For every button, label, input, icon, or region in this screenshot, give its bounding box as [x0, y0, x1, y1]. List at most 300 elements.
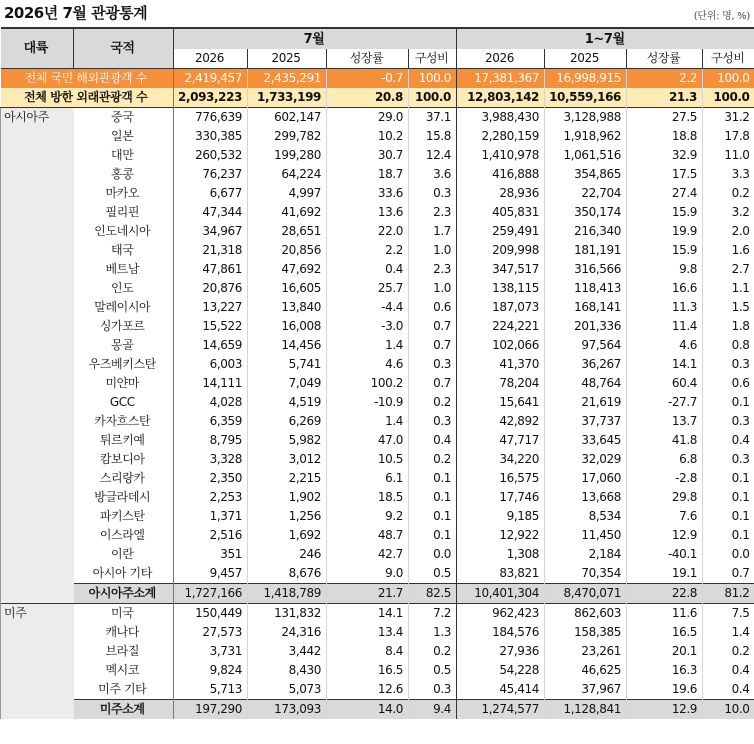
cell-c25: 21,619: [545, 393, 627, 412]
total-label: 전체 방한 외래관광객 수: [1, 88, 174, 108]
cell-c26: 347,517: [457, 260, 545, 279]
cell-m26: 14,111: [174, 374, 248, 393]
cell-cg: 17.5: [627, 165, 703, 184]
cell-mg: 10.5: [327, 450, 409, 469]
cell-m26: 4,028: [174, 393, 248, 412]
cell-ms: 0.4: [409, 431, 457, 450]
country-name: 필리핀: [105, 205, 140, 219]
cell-cg: 18.8: [627, 127, 703, 146]
cell-mg: -10.9: [327, 393, 409, 412]
cell-cs: 1.6: [703, 241, 754, 260]
cell-m26: 15,522: [174, 317, 248, 336]
cell-m26: 34,967: [174, 222, 248, 241]
cell-mg: 9.0: [327, 564, 409, 584]
header-cum-2026: 2026: [457, 49, 545, 69]
cell-c25: 32,029: [545, 450, 627, 469]
cell-m26: 776,639: [174, 108, 248, 128]
cell-cg: 6.8: [627, 450, 703, 469]
cell-cg: 12.9: [627, 700, 703, 720]
stats-body: [1, 69, 754, 720]
cell-m26: 6,359: [174, 412, 248, 431]
cell-m26: 3,328: [174, 450, 248, 469]
cell-cs: 0.3: [703, 450, 754, 469]
table-row: [1, 526, 754, 545]
cell-ms: 100.0: [409, 88, 457, 108]
cell-m26: 330,385: [174, 127, 248, 146]
country-name: 미주 기타: [98, 682, 147, 696]
cell-mg: 1.4: [327, 412, 409, 431]
cell-m26: 1,727,166: [174, 584, 248, 604]
cell-c25: 316,566: [545, 260, 627, 279]
table-row: [1, 374, 754, 393]
country-name: 방글라데시: [94, 490, 151, 504]
cell-c26: 138,115: [457, 279, 545, 298]
cell-ms: 0.6: [409, 298, 457, 317]
cell-m25: 4,519: [248, 393, 327, 412]
cell-m25: 14,456: [248, 336, 327, 355]
header-month-2026: 2026: [174, 49, 248, 69]
cell-cg: -27.7: [627, 393, 703, 412]
cell-cg: 19.1: [627, 564, 703, 584]
country-name: 캄보디아: [99, 452, 145, 466]
cell-mg: 9.2: [327, 507, 409, 526]
cell-m26: 6,677: [174, 184, 248, 203]
cell-cg: 19.9: [627, 222, 703, 241]
table-row: [1, 564, 754, 584]
cell-cs: 0.3: [703, 412, 754, 431]
country-name: 몽골: [111, 338, 134, 352]
cell-c25: 17,060: [545, 469, 627, 488]
cell-c26: 42,892: [457, 412, 545, 431]
country-name: GCC: [109, 395, 135, 409]
cell-c26: 1,410,978: [457, 146, 545, 165]
cell-cs: 2.0: [703, 222, 754, 241]
region-america: 미주: [1, 604, 74, 720]
cell-m26: 13,227: [174, 298, 248, 317]
cell-c26: 17,381,367: [457, 69, 545, 89]
country-name: 멕시코: [105, 663, 140, 677]
cell-cs: 17.8: [703, 127, 754, 146]
cell-ms: 82.5: [409, 584, 457, 604]
cell-cs: 11.0: [703, 146, 754, 165]
cell-c25: 70,354: [545, 564, 627, 584]
cell-cg: 41.8: [627, 431, 703, 450]
header-month: 7월: [174, 28, 457, 49]
total-row-inbound: [1, 88, 754, 108]
cell-ms: 0.2: [409, 450, 457, 469]
header-month-growth: 성장률: [327, 49, 409, 69]
cell-m25: 47,692: [248, 260, 327, 279]
cell-m25: 16,008: [248, 317, 327, 336]
cell-mg: 8.4: [327, 642, 409, 661]
cell-cs: 0.4: [703, 661, 754, 680]
table-row: [1, 203, 754, 222]
cell-m25: 2,435,291: [248, 69, 327, 89]
cell-c26: 1,308: [457, 545, 545, 564]
table-row: [1, 412, 754, 431]
cell-m25: 13,840: [248, 298, 327, 317]
cell-cs: 0.1: [703, 488, 754, 507]
region-asia: 아시아주: [1, 108, 74, 604]
cell-mg: -3.0: [327, 317, 409, 336]
cell-m26: 47,861: [174, 260, 248, 279]
header-month-share: 구성비: [409, 49, 457, 69]
cell-c25: 8,534: [545, 507, 627, 526]
cell-m25: 199,280: [248, 146, 327, 165]
cell-cg: 22.8: [627, 584, 703, 604]
country-name: 우즈베키스탄: [88, 357, 156, 371]
cell-m26: 6,003: [174, 355, 248, 374]
cell-ms: 0.7: [409, 317, 457, 336]
table-row: [1, 545, 754, 564]
table-row: [1, 623, 754, 642]
country-name: 브라질: [105, 644, 140, 658]
cell-cg: 15.9: [627, 241, 703, 260]
cell-m25: 41,692: [248, 203, 327, 222]
cell-c25: 862,603: [545, 604, 627, 624]
country-name: 아시아 기타: [92, 566, 152, 580]
cell-c25: 33,645: [545, 431, 627, 450]
cell-c25: 16,998,915: [545, 69, 627, 89]
cell-cs: 81.2: [703, 584, 754, 604]
country-name: 카자흐스탄: [94, 414, 151, 428]
cell-m26: 2,350: [174, 469, 248, 488]
cell-m25: 2,215: [248, 469, 327, 488]
cell-c25: 354,865: [545, 165, 627, 184]
table-row: [1, 165, 754, 184]
cell-ms: 2.3: [409, 260, 457, 279]
cell-c26: 17,746: [457, 488, 545, 507]
cell-m26: 150,449: [174, 604, 248, 624]
cell-m25: 6,269: [248, 412, 327, 431]
cell-ms: 0.7: [409, 374, 457, 393]
cell-cg: 20.1: [627, 642, 703, 661]
cell-m26: 9,457: [174, 564, 248, 584]
cell-m26: 8,795: [174, 431, 248, 450]
cell-m26: 1,371: [174, 507, 248, 526]
cell-ms: 1.7: [409, 222, 457, 241]
table-row: [1, 127, 754, 146]
cell-m26: 76,237: [174, 165, 248, 184]
cell-ms: 12.4: [409, 146, 457, 165]
cell-c26: 3,988,430: [457, 108, 545, 128]
country-name: 싱가포르: [99, 319, 145, 333]
cell-c25: 36,267: [545, 355, 627, 374]
cell-c26: 78,204: [457, 374, 545, 393]
cell-cg: 9.8: [627, 260, 703, 279]
cell-cs: 2.7: [703, 260, 754, 279]
cell-cs: 0.4: [703, 680, 754, 700]
cell-m26: 47,344: [174, 203, 248, 222]
cell-c25: 350,174: [545, 203, 627, 222]
cell-m25: 7,049: [248, 374, 327, 393]
cell-cs: 100.0: [703, 88, 754, 108]
cell-mg: 13.6: [327, 203, 409, 222]
cell-c25: 201,336: [545, 317, 627, 336]
cell-cg: 11.4: [627, 317, 703, 336]
country-name: 이스라엘: [99, 528, 145, 542]
cell-m25: 1,418,789: [248, 584, 327, 604]
cell-c26: 15,641: [457, 393, 545, 412]
cell-mg: 21.7: [327, 584, 409, 604]
header-cumulative: 1~7월: [457, 28, 754, 49]
table-row: [1, 642, 754, 661]
cell-cs: 10.0: [703, 700, 754, 720]
cell-c26: 962,423: [457, 604, 545, 624]
cell-c25: 8,470,071: [545, 584, 627, 604]
table-row: [1, 680, 754, 700]
cell-mg: 18.7: [327, 165, 409, 184]
cell-m26: 21,318: [174, 241, 248, 260]
cell-cg: 27.4: [627, 184, 703, 203]
cell-c25: 118,413: [545, 279, 627, 298]
table-row: [1, 488, 754, 507]
cell-ms: 7.2: [409, 604, 457, 624]
cell-ms: 1.0: [409, 279, 457, 298]
cell-c25: 37,967: [545, 680, 627, 700]
cell-m26: 2,516: [174, 526, 248, 545]
cell-mg: 29.0: [327, 108, 409, 128]
subtotal-label: 미주소계: [74, 700, 174, 720]
cell-cg: 21.3: [627, 88, 703, 108]
cell-c25: 1,918,962: [545, 127, 627, 146]
cell-ms: 0.2: [409, 393, 457, 412]
cell-m25: 602,147: [248, 108, 327, 128]
cell-m25: 3,012: [248, 450, 327, 469]
country-name: 튀르키예: [99, 433, 145, 447]
cell-c26: 12,922: [457, 526, 545, 545]
cell-c26: 405,831: [457, 203, 545, 222]
country-name: 마카오: [105, 186, 140, 200]
cell-c26: 41,370: [457, 355, 545, 374]
cell-c26: 34,220: [457, 450, 545, 469]
cell-cs: 100.0: [703, 69, 754, 89]
cell-mg: 2.2: [327, 241, 409, 260]
cell-mg: 10.2: [327, 127, 409, 146]
cell-c26: 27,936: [457, 642, 545, 661]
cell-cs: 0.7: [703, 564, 754, 584]
cell-mg: 4.6: [327, 355, 409, 374]
cell-ms: 0.7: [409, 336, 457, 355]
table-row: [1, 222, 754, 241]
table-row: [1, 393, 754, 412]
country-name: 캐나다: [105, 625, 140, 639]
cell-ms: 0.3: [409, 355, 457, 374]
cell-cg: 13.7: [627, 412, 703, 431]
cell-c25: 13,668: [545, 488, 627, 507]
cell-c25: 1,061,516: [545, 146, 627, 165]
cell-c26: 45,414: [457, 680, 545, 700]
cell-mg: 12.6: [327, 680, 409, 700]
cell-m25: 246: [248, 545, 327, 564]
cell-c26: 187,073: [457, 298, 545, 317]
cell-ms: 1.0: [409, 241, 457, 260]
cell-c25: 216,340: [545, 222, 627, 241]
cell-ms: 37.1: [409, 108, 457, 128]
country-name: 중국: [74, 108, 174, 128]
cell-cs: 0.1: [703, 393, 754, 412]
cell-cs: 1.4: [703, 623, 754, 642]
cell-ms: 0.1: [409, 488, 457, 507]
cell-mg: 30.7: [327, 146, 409, 165]
cell-c26: 16,575: [457, 469, 545, 488]
cell-m25: 1,902: [248, 488, 327, 507]
cell-cs: 0.6: [703, 374, 754, 393]
table-row: [1, 507, 754, 526]
country-name: 미얀마: [105, 376, 140, 390]
cell-m26: 351: [174, 545, 248, 564]
cell-m25: 64,224: [248, 165, 327, 184]
total-row-outbound: [1, 69, 754, 89]
subtotal-label: 아시아주소계: [74, 584, 174, 604]
cell-cs: 1.5: [703, 298, 754, 317]
cell-cg: 27.5: [627, 108, 703, 128]
cell-c25: 168,141: [545, 298, 627, 317]
table-row: [1, 355, 754, 374]
cell-c25: 181,191: [545, 241, 627, 260]
cell-ms: 3.6: [409, 165, 457, 184]
cell-cg: 7.6: [627, 507, 703, 526]
country-name: 태국: [111, 243, 134, 257]
subtotal-row-america: [1, 700, 754, 720]
table-row: [1, 298, 754, 317]
cell-mg: 0.4: [327, 260, 409, 279]
cell-c26: 9,185: [457, 507, 545, 526]
cell-m25: 8,676: [248, 564, 327, 584]
header-region: 대륙: [1, 28, 74, 69]
subtotal-row-asia: [1, 584, 754, 604]
cell-m26: 20,876: [174, 279, 248, 298]
country-name: 일본: [111, 129, 134, 143]
cell-c26: 1,274,577: [457, 700, 545, 720]
cell-mg: 42.7: [327, 545, 409, 564]
cell-mg: 18.5: [327, 488, 409, 507]
cell-cs: 0.2: [703, 642, 754, 661]
page-title: 2026년 7월 관광통계: [4, 4, 148, 22]
cell-c26: 83,821: [457, 564, 545, 584]
cell-m25: 16,605: [248, 279, 327, 298]
header-cum-share: 구성비: [703, 49, 754, 69]
cell-m25: 5,982: [248, 431, 327, 450]
cell-cg: 60.4: [627, 374, 703, 393]
stats-table: [0, 27, 754, 719]
cell-cg: 19.6: [627, 680, 703, 700]
cell-cs: 31.2: [703, 108, 754, 128]
cell-c25: 158,385: [545, 623, 627, 642]
cell-c26: 28,936: [457, 184, 545, 203]
country-name: 대만: [111, 148, 134, 162]
cell-cs: 0.4: [703, 431, 754, 450]
cell-cg: 2.2: [627, 69, 703, 89]
cell-cg: 11.6: [627, 604, 703, 624]
table-row: [1, 336, 754, 355]
country-name: 파키스탄: [99, 509, 145, 523]
cell-ms: 0.2: [409, 642, 457, 661]
cell-cg: 16.5: [627, 623, 703, 642]
table-row: [1, 260, 754, 279]
cell-cs: 0.0: [703, 545, 754, 564]
cell-m25: 24,316: [248, 623, 327, 642]
cell-c26: 184,576: [457, 623, 545, 642]
cell-m25: 20,856: [248, 241, 327, 260]
cell-mg: 1.4: [327, 336, 409, 355]
cell-c25: 46,625: [545, 661, 627, 680]
cell-ms: 0.0: [409, 545, 457, 564]
cell-m25: 28,651: [248, 222, 327, 241]
cell-c25: 3,128,988: [545, 108, 627, 128]
cell-cs: 0.3: [703, 355, 754, 374]
cell-m25: 3,442: [248, 642, 327, 661]
cell-mg: 14.0: [327, 700, 409, 720]
cell-m26: 2,253: [174, 488, 248, 507]
cell-c26: 209,998: [457, 241, 545, 260]
cell-ms: 15.8: [409, 127, 457, 146]
cell-ms: 0.5: [409, 564, 457, 584]
cell-c26: 2,280,159: [457, 127, 545, 146]
cell-c25: 23,261: [545, 642, 627, 661]
cell-m25: 1,733,199: [248, 88, 327, 108]
cell-mg: 13.4: [327, 623, 409, 642]
cell-ms: 0.3: [409, 184, 457, 203]
table-row: [1, 184, 754, 203]
cell-mg: 100.2: [327, 374, 409, 393]
cell-mg: 47.0: [327, 431, 409, 450]
cell-mg: 33.6: [327, 184, 409, 203]
cell-m25: 5,741: [248, 355, 327, 374]
cell-ms: 1.3: [409, 623, 457, 642]
country-name: 말레이시아: [94, 300, 151, 314]
cell-mg: 25.7: [327, 279, 409, 298]
cell-c25: 22,704: [545, 184, 627, 203]
cell-cg: 4.6: [627, 336, 703, 355]
cell-ms: 0.3: [409, 412, 457, 431]
table-row: [1, 146, 754, 165]
cell-c26: 259,491: [457, 222, 545, 241]
cell-m25: 299,782: [248, 127, 327, 146]
cell-ms: 0.1: [409, 526, 457, 545]
country-name: 인도: [111, 281, 134, 295]
cell-m26: 27,573: [174, 623, 248, 642]
cell-ms: 2.3: [409, 203, 457, 222]
cell-c25: 11,450: [545, 526, 627, 545]
cell-cg: 29.8: [627, 488, 703, 507]
unit-note: (단위: 명, %): [693, 11, 750, 22]
cell-c26: 54,228: [457, 661, 545, 680]
country-name: 이란: [111, 547, 134, 561]
cell-m26: 197,290: [174, 700, 248, 720]
cell-c25: 97,564: [545, 336, 627, 355]
cell-cg: 14.1: [627, 355, 703, 374]
table-row: [1, 431, 754, 450]
country-name: 스리랑카: [99, 471, 145, 485]
table-row: [1, 661, 754, 680]
cell-c26: 47,717: [457, 431, 545, 450]
cell-mg: 16.5: [327, 661, 409, 680]
table-row: [1, 317, 754, 336]
cell-cg: -2.8: [627, 469, 703, 488]
cell-cg: -40.1: [627, 545, 703, 564]
cell-cs: 0.8: [703, 336, 754, 355]
cell-m26: 14,659: [174, 336, 248, 355]
cell-c26: 10,401,304: [457, 584, 545, 604]
table-row: [1, 469, 754, 488]
cell-cg: 12.9: [627, 526, 703, 545]
table-row: [1, 241, 754, 260]
cell-m26: 5,713: [174, 680, 248, 700]
cell-c26: 224,221: [457, 317, 545, 336]
cell-m25: 173,093: [248, 700, 327, 720]
cell-c25: 48,764: [545, 374, 627, 393]
